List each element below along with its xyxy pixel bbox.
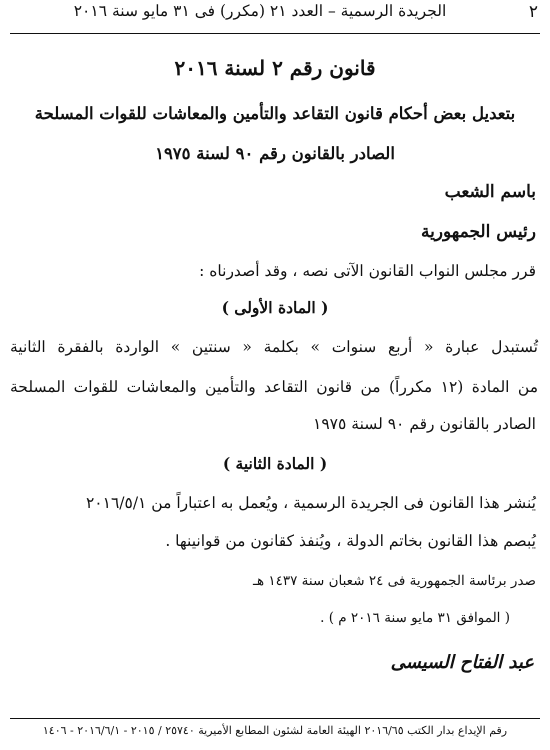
article2-heading: ( المادة الثانية ): [222, 454, 328, 473]
article1-heading: ( المادة الأولى ): [221, 298, 329, 317]
article2-line2: يُبصم هذا القانون بخاتم الدولة ، ويُنفذ كقانون من قوانينها .: [165, 532, 536, 550]
article1-line3: الصادر بالقانون رقم ٩٠ لسنة ١٩٧٥: [313, 415, 536, 433]
in-name-of-people-heading: باسم الشعب: [444, 182, 536, 202]
page-number: ٢: [528, 2, 538, 22]
decree-line: قرر مجلس النواب القانون الآتى نصه ، وقد أصدرناه :: [199, 262, 536, 280]
president-heading: رئيس الجمهورية: [420, 222, 536, 242]
header-divider: [10, 33, 540, 34]
law-title: قانون رقم ٢ لسنة ٢٠١٦: [174, 56, 376, 80]
president-signature: عبد الفتاح السيسى: [390, 652, 534, 673]
article2-line1: يُنشر هذا القانون فى الجريدة الرسمية ، ويُعمل به اعتباراً من ٢٠١٦/٥/١: [85, 494, 536, 512]
article1-line1: تُستبدل عبارة « أربع سنوات » بكلمة « سنتين » الواردة بالفقرة الثانية: [10, 338, 538, 356]
issued-date-line: صدر برئاسة الجمهورية فى ٢٤ شعبان سنة ١٤٣٧ هـ: [252, 573, 536, 589]
article1-line2: من المادة (١٢ مكرراً) من قانون التقاعد والتأمين والمعاشات للقوات المسلحة: [10, 378, 538, 396]
gazette-header-title: الجريدة الرسمية – العدد ٢١ (مكرر) فى ٣١ مايو سنة ٢٠١٦: [73, 2, 447, 20]
law-subtitle-line1: بتعديل بعض أحكام قانون التقاعد والتأمين والمعاشات للقوات المسلحة: [34, 104, 516, 123]
law-subtitle-line2: الصادر بالقانون رقم ٩٠ لسنة ١٩٧٥: [155, 144, 395, 163]
corresponding-date-line: ( الموافق ٣١ مايو سنة ٢٠١٦ م ) .: [320, 610, 510, 626]
deposit-footer: رقم الإيداع بدار الكتب ٢٠١٦/٦٥ الهيئة العامة لشئون المطابع الأميرية ٢٥٧٤٠ / ٢٠١٥ - ٢٠١٦/٦/١ - ١٤٠٦: [42, 724, 508, 737]
footer-divider: [10, 718, 540, 719]
